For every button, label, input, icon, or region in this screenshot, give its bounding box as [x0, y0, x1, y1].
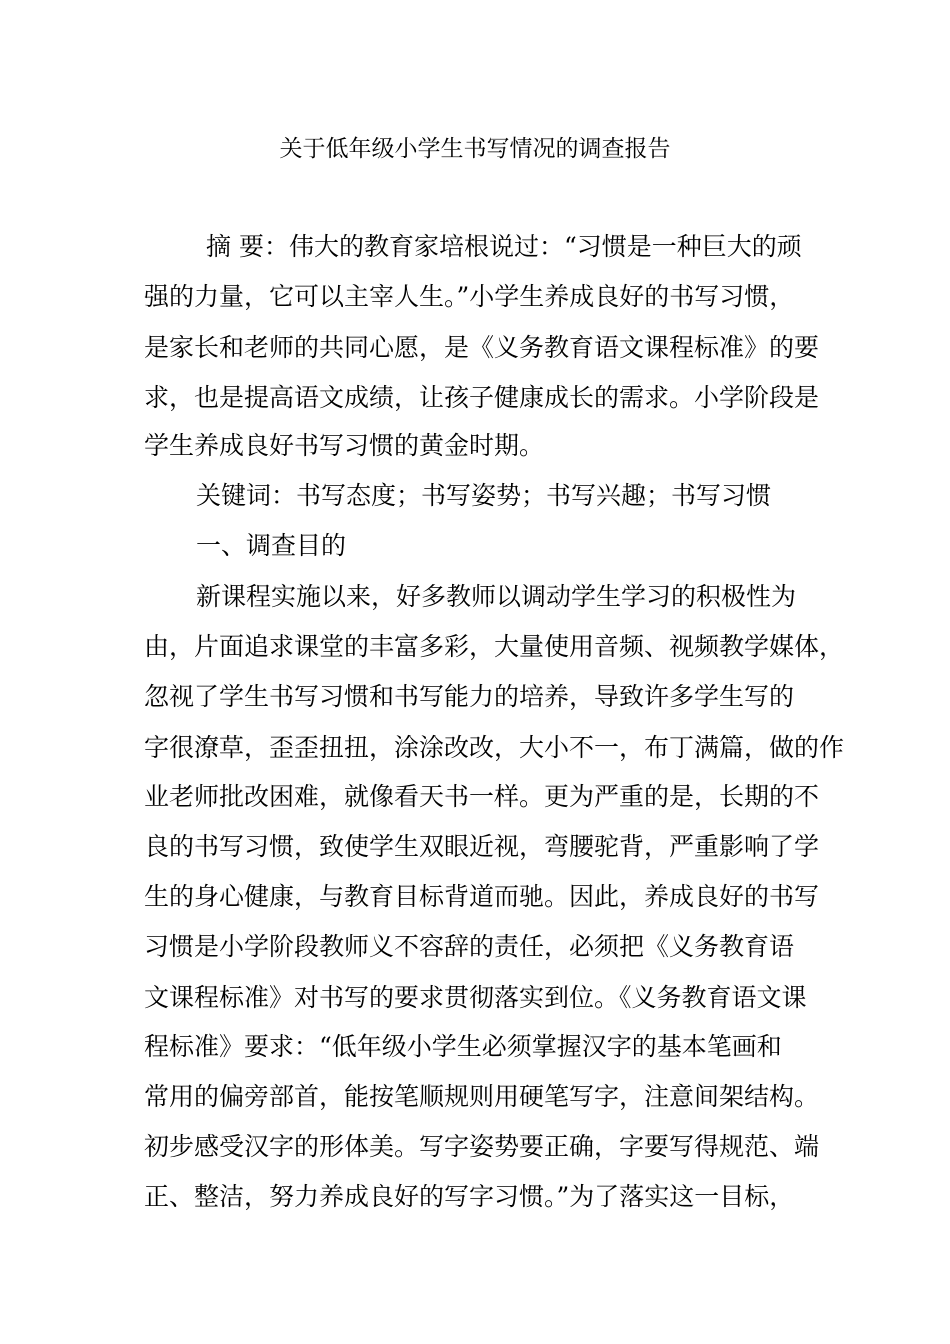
body-line-3: 忽视了学生书写习惯和书写能力的培养，导致许多学生写的 [144, 682, 795, 711]
abstract-line-1: 摘 要：伟大的教育家培根说过：“习惯是一种巨大的顽 [206, 232, 802, 261]
body-line-11: 常用的偏旁部首，能按笔顺规则用硬笔写字，注意间架结构。 [144, 1082, 820, 1111]
body-line-5: 业老师批改困难，就像看天书一样。更为严重的是，长期的不 [144, 782, 820, 811]
body-line-4: 字很潦草，歪歪扭扭，涂涂改改，大小不一，布丁满篇，做的作 [144, 733, 845, 762]
body-line-7: 生的身心健康，与教育目标背道而驰。因此，养成良好的书写 [144, 882, 820, 911]
abstract-line-3: 是家长和老师的共同心愿，是《义务教育语文课程标准》的要 [144, 333, 820, 362]
body-line-2: 由，片面追求课堂的丰富多彩，大量使用音频、视频教学媒体， [144, 632, 845, 661]
body-line-9: 文课程标准》对书写的要求贯彻落实到位。《义务教育语文课 [144, 983, 807, 1012]
body-line-13: 正、整洁，努力养成良好的写字习惯。”为了落实这一目标， [144, 1182, 795, 1211]
abstract-line-5: 学生养成良好书写习惯的黄金时期。 [144, 431, 545, 460]
body-line-8: 习惯是小学阶段教师义不容辞的责任，必须把《义务教育语 [144, 932, 795, 961]
body-line-1: 新课程实施以来，好多教师以调动学生学习的积极性为 [196, 582, 797, 611]
body-line-10: 程标准》要求：“低年级小学生必须掌握汉字的基本笔画和 [144, 1032, 782, 1061]
keywords-line: 关键词：书写态度；书写姿势；书写兴趣；书写习惯 [196, 481, 772, 510]
document-title: 关于低年级小学生书写情况的调查报告 [279, 136, 671, 162]
abstract-line-4: 求，也是提高语文成绩，让孩子健康成长的需求。小学阶段是 [144, 383, 820, 412]
section-heading: 一、调查目的 [196, 531, 347, 560]
body-line-12: 初步感受汉字的形体美。写字姿势要正确，字要写得规范、端 [144, 1132, 820, 1161]
abstract-line-2: 强的力量，它可以主宰人生。”小学生养成良好的书写习惯， [144, 282, 795, 311]
body-line-6: 良的书写习惯，致使学生双眼近视，弯腰驼背，严重影响了学 [144, 832, 820, 861]
